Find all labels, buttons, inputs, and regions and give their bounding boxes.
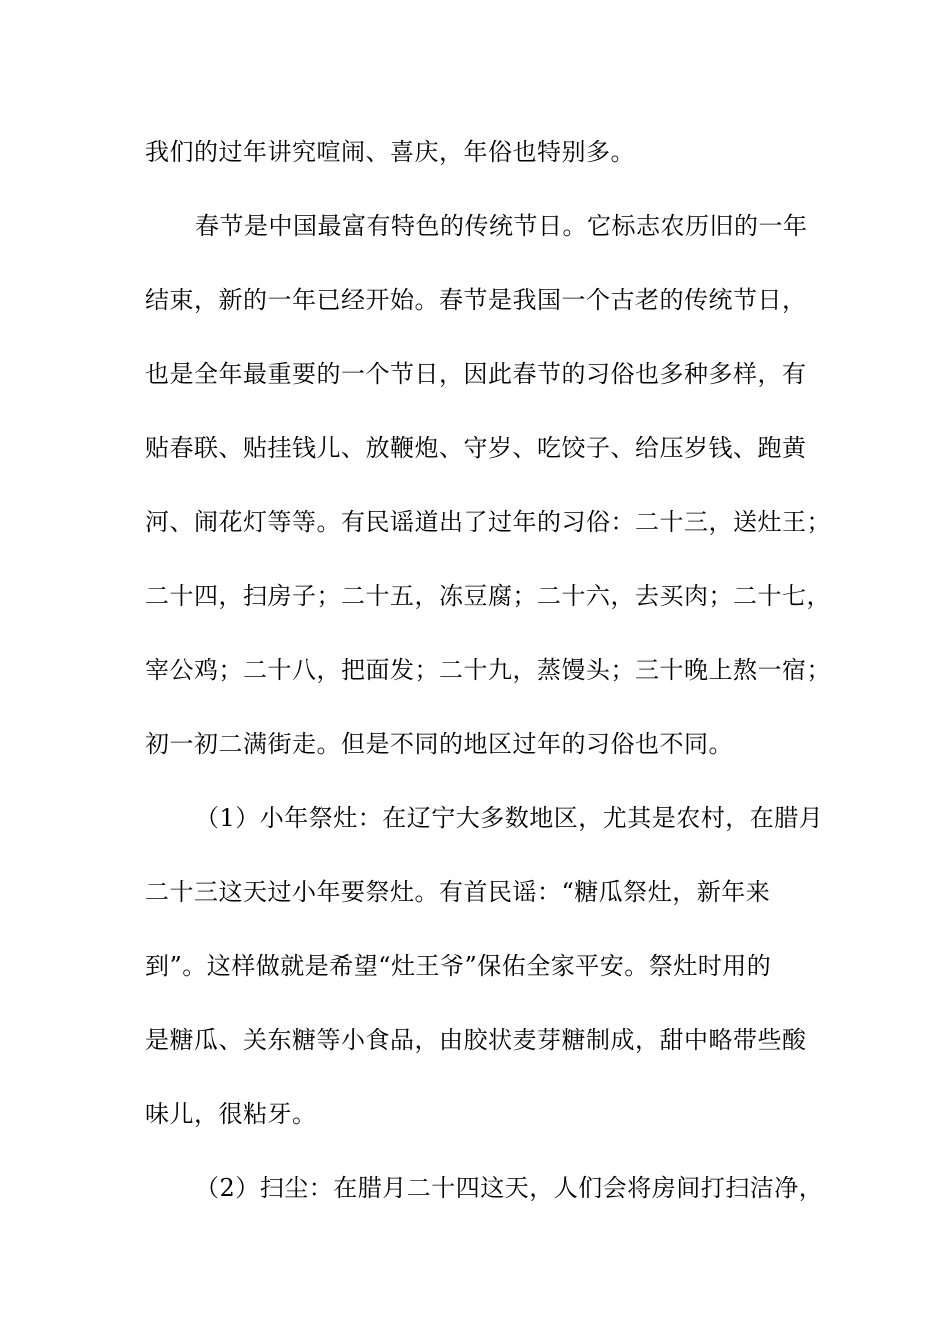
- paragraph-first-line: （2）扫尘：在腊月二十四这天，人们会将房间打扫洁净，: [195, 1174, 824, 1202]
- paragraph-first-line: 春节是中国最富有特色的传统节日。它标志农历旧的一年: [195, 212, 808, 240]
- text-line: 河、闹花灯等等。有民谣道出了过年的习俗：二十三，送灶王；: [145, 508, 831, 536]
- text-line: 贴春联、贴挂钱儿、放鞭炮、守岁、吃饺子、给压岁钱、跑黄: [145, 434, 807, 462]
- text-line: 初一初二满街走。但是不同的地区过年的习俗也不同。: [145, 730, 733, 758]
- text-line: 宰公鸡；二十八，把面发；二十九，蒸馒头；三十晚上熬一宿；: [145, 656, 831, 684]
- text-line: 二十三这天过小年要祭灶。有首民谣：“糖瓜祭灶，新年来: [145, 878, 771, 906]
- text-line: 结束，新的一年已经开始。春节是我国一个古老的传统节日，: [145, 286, 807, 314]
- text-line: 味儿，很粘牙。: [145, 1100, 317, 1128]
- text-line: 是糖瓜、关东糖等小食品，由胶状麦芽糖制成，甜中略带些酸: [145, 1026, 807, 1054]
- text-line: 到”。这样做就是希望“灶王爷”保佑全家平安。祭灶时用的: [145, 952, 772, 980]
- text-line: 也是全年最重要的一个节日，因此春节的习俗也多种多样，有: [145, 360, 807, 388]
- text-line: 我们的过年讲究喧闹、喜庆，年俗也特别多。: [145, 138, 635, 166]
- text-line: 二十四，扫房子；二十五，冻豆腐；二十六，去买肉；二十七，: [145, 582, 831, 610]
- paragraph-first-line: （1）小年祭灶：在辽宁大多数地区，尤其是农村，在腊月: [195, 804, 824, 832]
